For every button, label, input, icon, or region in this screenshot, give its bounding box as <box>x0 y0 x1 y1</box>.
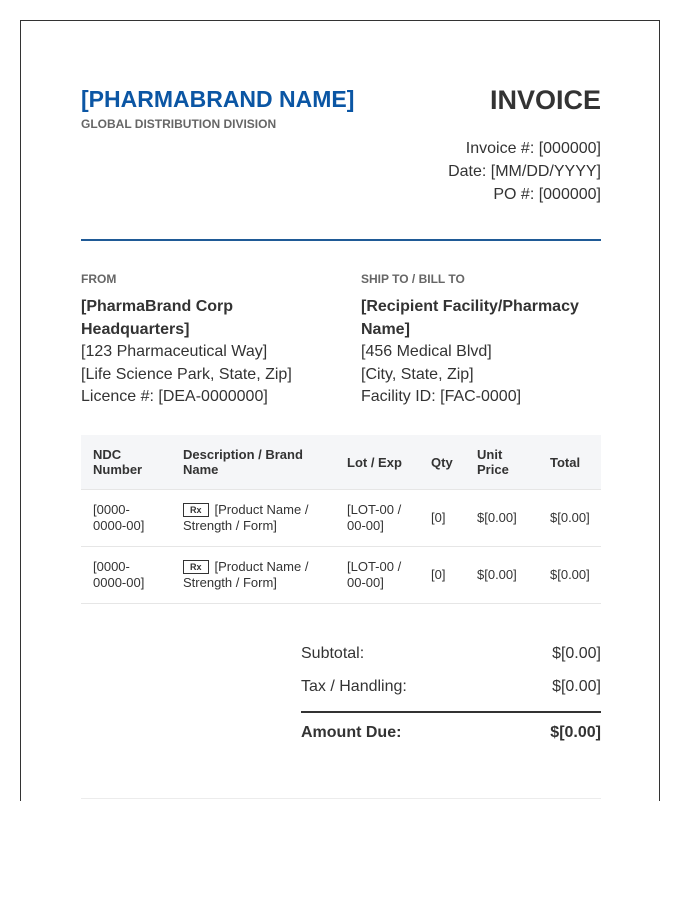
rx-badge: Rx <box>183 560 209 574</box>
invoice-title: INVOICE <box>489 85 601 115</box>
invoice-page <box>20 20 660 801</box>
description-cell: Rx [Product Name / Strength / Form] <box>171 490 335 547</box>
qty-cell: [0] <box>419 547 465 604</box>
subtotal-value: $[0.00] <box>552 645 601 662</box>
from-street: [123 Pharmaceutical Way] <box>81 343 268 360</box>
invoice-number: Invoice #: [000000] <box>465 140 601 157</box>
table-row <box>81 547 601 604</box>
total-cell: $[0.00] <box>538 547 601 604</box>
column-header-total: Total <box>538 435 601 490</box>
ship-to-facility-name: [Recipient Facility/Pharmacy Name] <box>361 298 579 338</box>
ship-to-label: SHIP TO / BILL TO <box>361 272 465 286</box>
ndc-cell: [0000-0000-00] <box>81 490 171 547</box>
description-cell: Rx [Product Name / Strength / Form] <box>171 547 335 604</box>
unit-price-cell: $[0.00] <box>465 490 538 547</box>
totals-block <box>301 637 601 753</box>
subtotal-row <box>301 637 601 670</box>
tax-value: $[0.00] <box>552 678 601 695</box>
from-label: FROM <box>81 272 117 286</box>
column-header-unit-price: Unit Price <box>465 435 538 490</box>
line-items-table <box>81 435 601 604</box>
from-company-name: [PharmaBrand Corp Headquarters] <box>81 298 234 338</box>
from-city: [Life Science Park, State, Zip] <box>81 365 292 383</box>
brand-division: GLOBAL DISTRIBUTION DIVISION <box>81 117 277 131</box>
ship-to-street: [456 Medical Blvd] <box>361 343 492 360</box>
qty-cell: [0] <box>419 490 465 547</box>
ship-to-address-block <box>361 272 606 409</box>
footer-divider <box>81 798 601 799</box>
total-cell: $[0.00] <box>538 490 601 547</box>
from-licence: Licence #: [DEA-0000000] <box>81 388 268 405</box>
tax-row <box>301 670 601 703</box>
rx-badge: Rx <box>183 503 209 517</box>
amount-due-value: $[0.00] <box>550 724 601 741</box>
ship-to-facility-id: Facility ID: [FAC-0000] <box>361 388 522 405</box>
lot-cell: [LOT-00 / 00-00] <box>335 490 419 547</box>
brand-name: [PHARMABRAND NAME] <box>81 86 355 112</box>
invoice-date: Date: [MM/DD/YYYY] <box>448 163 601 180</box>
column-header-description: Description / Brand Name <box>171 435 335 490</box>
tax-label: Tax / Handling: <box>301 678 407 695</box>
table-header-row <box>81 435 601 490</box>
lot-cell: [LOT-00 / 00-00] <box>335 547 419 604</box>
ndc-cell: [0000-0000-00] <box>81 547 171 604</box>
invoice-meta <box>448 137 601 206</box>
po-number: PO #: [000000] <box>493 186 601 203</box>
column-header-ndc: NDC Number <box>81 435 171 490</box>
table-row <box>81 490 601 547</box>
subtotal-label: Subtotal: <box>301 645 365 662</box>
from-address-block <box>81 272 331 409</box>
ship-to-city: [City, State, Zip] <box>361 365 474 383</box>
column-header-qty: Qty <box>419 435 465 490</box>
unit-price-cell: $[0.00] <box>465 547 538 604</box>
amount-due-row <box>301 713 601 753</box>
header-divider <box>81 239 601 241</box>
amount-due-label: Amount Due: <box>301 724 402 741</box>
column-header-lot: Lot / Exp <box>335 435 419 490</box>
